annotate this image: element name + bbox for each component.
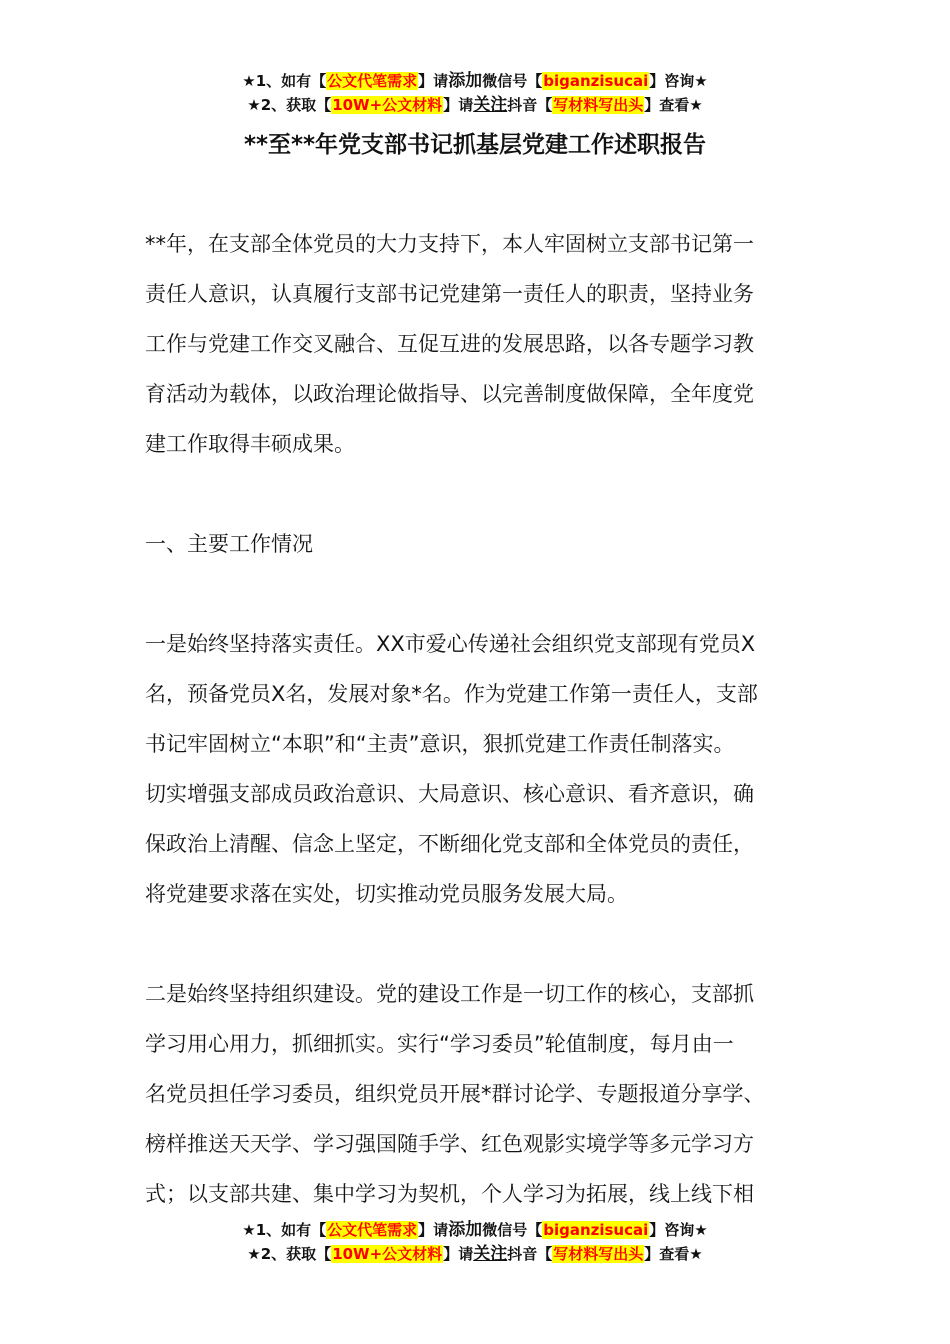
banner-text: 】查看★ (644, 1245, 703, 1263)
banner-emphasis: 关注 (473, 1244, 508, 1264)
text-line: 将党建要求落在实处，切实推动党员服务发展大局。 (145, 882, 628, 906)
banner-highlight: 公文代笔需求 (327, 1221, 418, 1239)
text-line: 名，预备党员X名，发展对象*名。作为党建工作第一责任人，支部 (145, 682, 758, 706)
text-line: 切实增强支部成员政治意识、大局意识、核心意识、看齐意识，确 (145, 782, 754, 806)
banner-text: 】请 (418, 1221, 449, 1239)
banner-text: 】请 (443, 1245, 474, 1263)
banner-text: ★2、获取【 (247, 96, 332, 114)
text-line: 一是始终坚持落实责任。XX市爱心传递社会组织党支部现有党员X (145, 632, 756, 656)
banner-text: 】咨询★ (649, 72, 708, 90)
banner-highlight: 10W+公文材料 (332, 96, 443, 114)
text-line: 书记牢固树立“本职”和“主责”意识，狠抓党建工作责任制落实。 (145, 732, 735, 756)
text-line: **年，在支部全体党员的大力支持下，本人牢固树立支部书记第一 (145, 232, 754, 256)
banner-text: ★1、如有【 (242, 72, 327, 90)
banner-highlight-douyin-id: 写材料写出头 (553, 96, 644, 114)
banner-emphasis: 添加 (448, 71, 483, 91)
banner-text: ★2、获取【 (247, 1245, 332, 1263)
banner-text: ★1、如有【 (242, 1221, 327, 1239)
banner-text: 抖音【 (507, 96, 553, 114)
paragraph-organization (145, 969, 807, 1219)
document-body (145, 219, 807, 1269)
paragraph-intro (145, 219, 807, 469)
text-line: 式；以支部共建、集中学习为契机，个人学习为拓展，线上线下相 (145, 1182, 754, 1206)
banner-emphasis: 添加 (448, 1220, 483, 1240)
text-line: 名党员担任学习委员，组织党员开展*群讨论学、专题报道分享学、 (145, 1082, 765, 1106)
banner-text: 】咨询★ (649, 1221, 708, 1239)
banner-emphasis: 关注 (473, 95, 508, 115)
text-line: 责任人意识，认真履行支部书记党建第一责任人的职责，坚持业务 (145, 282, 754, 306)
text-line: 保政治上清醒、信念上坚定，不断细化党支部和全体党员的责任， (145, 832, 754, 856)
banner-line-1 (0, 69, 950, 93)
banner-text: 微信号【 (482, 72, 543, 90)
banner-highlight: 公文代笔需求 (327, 72, 418, 90)
text-line: 育活动为载体，以政治理论做指导、以完善制度做保障，全年度党 (145, 382, 754, 406)
banner-line-1 (0, 1218, 950, 1242)
banner-line-2 (0, 93, 950, 117)
banner-text: 】请 (443, 96, 474, 114)
banner-text: 】请 (418, 72, 449, 90)
banner-highlight: 10W+公文材料 (332, 1245, 443, 1263)
header-banner (0, 69, 950, 117)
paragraph-responsibility (145, 619, 807, 919)
text-line: 榜样推送天天学、学习强国随手学、红色观影实境学等多元学习方 (145, 1132, 754, 1156)
footer-banner (0, 1218, 950, 1266)
text-line: 工作与党建工作交叉融合、互促互进的发展思路，以各专题学习教 (145, 332, 754, 356)
text-line: 二是始终坚持组织建设。党的建设工作是一切工作的核心，支部抓 (145, 982, 754, 1006)
banner-highlight-wechat-id: biganzisucai (543, 72, 649, 90)
banner-text: 微信号【 (482, 1221, 543, 1239)
banner-line-2 (0, 1242, 950, 1266)
text-line: 一、主要工作情况 (145, 532, 313, 556)
banner-highlight-douyin-id: 写材料写出头 (553, 1245, 644, 1263)
text-line: 学习用心用力，抓细抓实。实行“学习委员”轮值制度，每月由一 (145, 1032, 734, 1056)
banner-text: 抖音【 (507, 1245, 553, 1263)
section-heading (145, 519, 807, 569)
banner-text: 】查看★ (644, 96, 703, 114)
document-title: **至**年党支部书记抓基层党建工作述职报告 (243, 132, 707, 158)
banner-highlight-wechat-id: biganzisucai (543, 1221, 649, 1239)
text-line: 建工作取得丰硕成果。 (145, 432, 355, 456)
